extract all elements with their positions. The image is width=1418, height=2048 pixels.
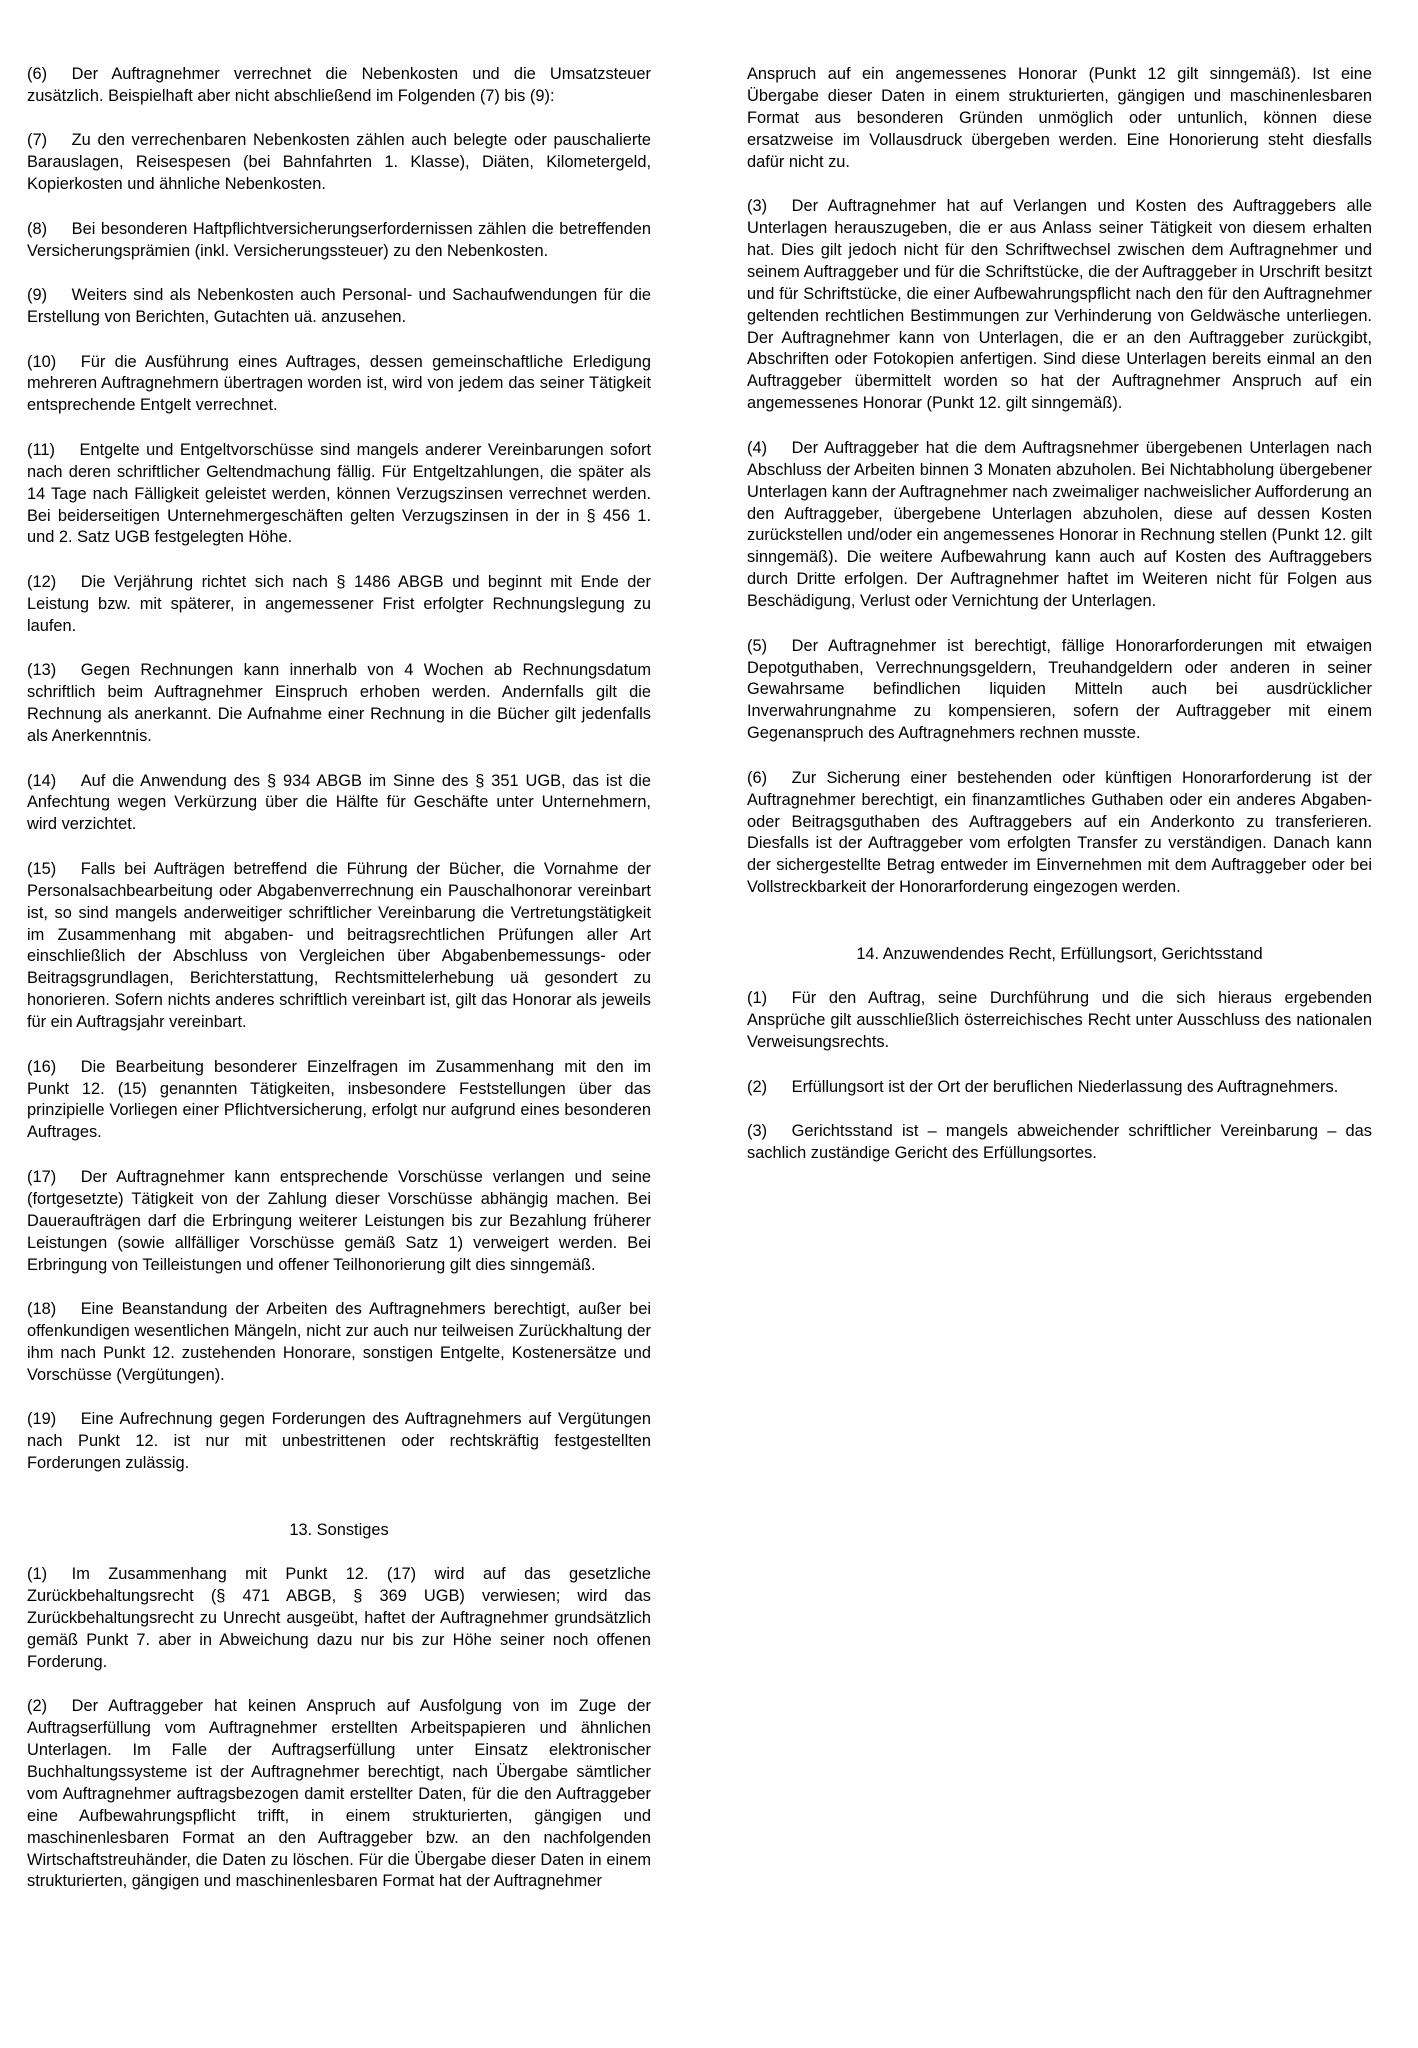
left-paragraphs-section-12 (27, 64, 651, 1475)
continuation-paragraph: Anspruch auf ein angemessenes Honorar (Punkt 12 gilt sinngemäß). Ist eine Übergabe dieser Daten in einem strukturierten, gängigen und maschinenlesbaren Format aus besonderen Gründen unmöglich oder untunlich, können diese ersatzweise im Vollausdruck übergeben werden. Eine Honorierung steht diesfalls dafür nicht zu. (747, 65, 1372, 171)
paragraph (27, 1167, 651, 1277)
right-column (747, 64, 1372, 1188)
paragraph-number: (3) (747, 197, 768, 216)
paragraph-number: (2) (27, 1697, 48, 1716)
paragraph (27, 130, 651, 196)
paragraph-text: Zur Sicherung einer bestehenden oder künftigen Honorarforderung ist der Auftragnehmer berechtigt, ein finanzamtliches Guthaben oder ein anderes Abgaben- oder Beitragsguthaben des Auftraggebers auf ein Anderkonto zu transferieren. Diesfalls ist der Auftraggeber vom erfolgten Transfer zu verständigen. Danach kann der sichergestellte Betrag entweder im Einvernehmen mit dem Auftraggeber oder bei Vollstreckbarkeit der Honorarforderung eingezogen werden. (747, 768, 1372, 897)
paragraph (27, 1057, 651, 1145)
paragraph-text: Der Auftragnehmer verrechnet die Nebenkosten und die Umsatzsteuer zusätzlich. Beispielhaft aber nicht abschließend im Folgenden (7) bis (9): (27, 65, 651, 105)
paragraph-number: (14) (27, 771, 57, 790)
paragraph (27, 1409, 651, 1475)
paragraph-text: Für den Auftrag, seine Durchführung und die sich hieraus ergebenden Ansprüche gilt ausschließlich österreichisches Recht unter Ausschluss des nationalen Verweisungsrechts. (747, 989, 1372, 1052)
section-heading-14: 14. Anzuwendendes Recht, Erfüllungsort, Gerichtsstand (856, 944, 1263, 963)
paragraph-number: (19) (27, 1410, 57, 1429)
paragraph-text: Erfüllungsort ist der Ort der beruflichen Niederlassung des Auftragnehmers. (791, 1077, 1339, 1096)
paragraph-text: Die Verjährung richtet sich nach § 1486 ABGB und beginnt mit Ende der Leistung bzw. mit späterer, in angemessener Frist erfolgter Rechnungslegung zu laufen. (27, 572, 651, 635)
paragraph-text: Der Auftragnehmer ist berechtigt, fällige Honorarforderungen mit etwaigen Depotguthaben, Verrechnungsgeldern, Treuhandgeldern oder anderen in seiner Gewahrsame befindlichen liquiden Mitteln auch bei ausdrücklicher Inverwahrungnahme zu kompensieren, sofern der Auftraggeber mit einem Gegenanspruch des Auftragnehmers rechnen musste. (747, 636, 1372, 743)
paragraph-number: (6) (747, 768, 768, 787)
paragraph (27, 572, 651, 638)
paragraph-text: Bei besonderen Haftpflichtversicherungserfordernissen zählen die betreffenden Versicherungsprämien (inkl. Versicherungssteuer) zu den Nebenkosten. (27, 219, 651, 260)
paragraph (747, 1121, 1372, 1165)
paragraph (747, 988, 1372, 1054)
paragraph-number: (5) (747, 636, 768, 655)
paragraph-number: (13) (27, 661, 57, 680)
paragraph-text: Auf die Anwendung des § 934 ABGB im Sinne des § 351 UGB, das ist die Anfechtung wegen Verkürzung über die Hälfte für Geschäfte unter Unternehmern, wird verzichtet. (27, 771, 651, 834)
paragraph (27, 1696, 651, 1893)
paragraph-text: Der Auftraggeber hat keinen Anspruch auf Ausfolgung von im Zuge der Auftragserfüllung vom Auftragnehmer erstellten Arbeitspapieren und ähnlichen Unterlagen. Im Falle der Auftragserfüllung unter Einsatz elektronischer Buchhaltungssysteme ist der Auftragnehmer berechtigt, nach Übergabe sämtlicher vom Auftragnehmer auftragsbezogen damit erstellter Daten, für die den Auftraggeber eine Aufbewahrungspflicht trifft, in einem strukturierten, gängigen und maschinenlesbaren Format an den Auftraggeber bzw. an den nachfolgenden Wirtschaftstreuhänder, die Daten zu löschen. Für die Übergabe dieser Daten in einem strukturierten, gängigen und maschinenlesbaren Format hat der Auftragnehmer (27, 1697, 651, 1891)
paragraph-text: Im Zusammenhang mit Punkt 12. (17) wird auf das gesetzliche Zurückbehaltungsrecht (§ 471 ABGB, § 369 UGB) verwiesen; wird das Zurückbehaltungsrecht zu Unrecht ausgeübt, haftet der Auftragnehmer grundsätzlich gemäß Punkt 7. aber in Abweichung dazu nur bis zur Höhe seiner noch offenen Forderung. (27, 1565, 651, 1671)
paragraph (27, 859, 651, 1034)
paragraph-number: (8) (27, 219, 48, 238)
left-column (27, 64, 651, 1916)
paragraph-number: (16) (27, 1057, 57, 1076)
paragraph-number: (9) (27, 286, 48, 305)
paragraph (747, 1077, 1372, 1099)
paragraph-number: (6) (27, 65, 48, 83)
paragraph-number: (10) (27, 352, 57, 371)
paragraph-text: Der Auftragnehmer kann entsprechende Vorschüsse verlangen und seine (fortgesetzte) Tätigkeit von der Zahlung dieser Vorschüsse abhängig machen. Bei Daueraufträgen darf die Erbringung weiterer Leistungen bis zur Bezahlung früherer Leistungen (sowie allfälliger Vorschüsse gemäß Satz 1) verweigert werden. Bei Erbringung von Teilleistungen und offener Teilhonorierung gilt dies sinngemäß. (27, 1167, 651, 1274)
paragraph-number: (3) (747, 1122, 768, 1141)
paragraph-text: Für die Ausführung eines Auftrages, dessen gemeinschaftliche Erledigung mehreren Auftragnehmern übertragen worden ist, wird von jedem das seiner Tätigkeit entsprechende Entgelt verrechnet. (27, 352, 651, 415)
paragraph (27, 352, 651, 418)
paragraph-number: (12) (27, 572, 57, 591)
paragraph (27, 771, 651, 837)
paragraph-number: (1) (747, 989, 768, 1008)
paragraph (27, 219, 651, 263)
paragraph (747, 438, 1372, 613)
paragraph-text: Entgelte und Entgeltvorschüsse sind mangels anderer Vereinbarungen sofort nach deren schriftlicher Geltendmachung fällig. Für Entgeltzahlungen, die später als 14 Tage nach Fälligkeit geleistet werden, können Verzugszinsen verrechnet werden. Bei beiderseitigen Unternehmergeschäften gelten Verzugszinsen in der in § 456 1. und 2. Satz UGB festgelegten Höhe. (27, 440, 651, 547)
paragraph (27, 1564, 651, 1674)
paragraph-number: (17) (27, 1167, 57, 1186)
paragraph (747, 196, 1372, 415)
paragraph (747, 768, 1372, 899)
paragraph-text: Falls bei Aufträgen betreffend die Führung der Bücher, die Vornahme der Personalsachbearbeitung oder Abgabenverrechnung ein Pauschalhonorar vereinbart ist, so sind mangels anderweitiger schriftlicher Vereinbarung die Vertretungstätigkeit im Zusammenhang mit abgaben- und beitragsrechtlichen Prüfungen aller Art einschließlich der Abschluss von Vergleichen über Abgabenbemessungs- oder Beitragsgrundlagen, Berichterstattung, Rechtsmittelerhebung uä gesondert zu honorieren. Sofern nichts anderes schriftlich vereinbart ist, gilt das Honorar als jeweils für ein Auftragsjahr vereinbart. (27, 859, 651, 1032)
paragraph (27, 440, 651, 550)
paragraph-number: (15) (27, 859, 57, 878)
paragraph-text: Eine Beanstandung der Arbeiten des Auftragnehmers berechtigt, außer bei offenkundigen wesentlichen Mängeln, nicht zur auch nur teilweisen Zurückhaltung der ihm nach Punkt 12. zustehenden Honorare, sonstigen Entgelte, Kostenersätze und Vorschüsse (Vergütungen). (27, 1300, 651, 1384)
paragraph-text: Weiters sind als Nebenkosten auch Personal- und Sachaufwendungen für die Erstellung von Berichten, Gutachten uä. anzusehen. (27, 286, 651, 327)
section-heading-13: 13. Sonstiges (289, 1520, 389, 1539)
right-paragraphs-section-13 (747, 196, 1372, 899)
paragraph-number: (7) (27, 131, 48, 150)
paragraph (27, 660, 651, 748)
paragraph-text: Eine Aufrechnung gegen Forderungen des Auftragnehmers auf Vergütungen nach Punkt 12. ist nur mit unbestrittenen oder rechtskräftig festgestellten Forderungen zulässig. (27, 1410, 651, 1473)
paragraph-number: (11) (27, 440, 55, 459)
paragraph-number: (18) (27, 1300, 57, 1318)
paragraph-number: (2) (747, 1077, 768, 1096)
left-paragraphs-section-13 (27, 1564, 651, 1893)
paragraph (27, 64, 651, 108)
paragraph-text: Der Auftraggeber hat die dem Auftragsnehmer übergebenen Unterlagen nach Abschluss der Arbeiten binnen 3 Monaten abzuholen. Bei Nichtabholung übergebener Unterlagen kann der Auftragnehmer nach zweimaliger nachweislicher Aufforderung an den Auftraggeber, übergebene Unterlagen abzuholen, diese auf dessen Kosten zurückstellen und/oder ein angemessenes Honorar in Rechnung stellen (Punkt 12. gilt sinngemäß). Die weitere Aufbewahrung kann auch auf Kosten des Auftraggebers durch Dritte erfolgen. Der Auftragnehmer haftet im Weiteren nicht für Folgen aus Beschädigung, Verlust oder Vernichtung der Unterlagen. (747, 438, 1372, 611)
paragraph-text: Die Bearbeitung besonderer Einzelfragen im Zusammenhang mit den im Punkt 12. (15) genannten Tätigkeiten, insbesondere Feststellungen über das prinzipielle Vorliegen einer Pflichtversicherung, erfolgt nur aufgrund eines besonderen Auftrages. (27, 1057, 651, 1142)
paragraph-number: (4) (747, 438, 768, 457)
right-paragraphs-section-14 (747, 988, 1372, 1165)
paragraph-text: Gerichtsstand ist – mangels abweichender schriftlicher Vereinbarung – das sachlich zuständige Gericht des Erfüllungsortes. (747, 1122, 1372, 1162)
paragraph-text: Der Auftragnehmer hat auf Verlangen und Kosten des Auftraggebers alle Unterlagen herauszugeben, die er aus Anlass seiner Tätigkeit von diesem erhalten hat. Dies gilt jedoch nicht für den Schriftwechsel zwischen dem Auftragnehmer und seinem Auftraggeber und für die Schriftstücke, die der Auftraggeber in Urschrift besitzt und für Schriftstücke, die einer Aufbewahrungspflicht nach den für den Auftragnehmer geltenden rechtlichen Bestimmungen zur Verhinderung von Geldwäsche unterliegen. Der Auftragnehmer kann von Unterlagen, die er an den Auftraggeber zurückgibt, Abschriften oder Fotokopien anfertigen. Sind diese Unterlagen bereits einmal an den Auftraggeber übermittelt worden so hat der Auftragnehmer Anspruch auf ein angemessenes Honorar (Punkt 12. gilt sinngemäß). (747, 197, 1372, 413)
paragraph (747, 636, 1372, 746)
paragraph-text: Zu den verrechenbaren Nebenkosten zählen auch belegte oder pauschalierte Barauslagen, Reisespesen (bei Bahnfahrten 1. Klasse), Diäten, Kilometergeld, Kopierkosten und ähnliche Nebenkosten. (27, 131, 651, 194)
paragraph (27, 285, 651, 329)
paragraph-number: (1) (27, 1565, 48, 1584)
paragraph-text: Gegen Rechnungen kann innerhalb von 4 Wochen ab Rechnungsdatum schriftlich beim Auftragnehmer Einspruch erhoben werden. Andernfalls gilt die Rechnung als anerkannt. Die Aufnahme einer Rechnung in die Bücher gilt jedenfalls als Anerkenntnis. (27, 661, 651, 745)
paragraph (27, 1299, 651, 1387)
